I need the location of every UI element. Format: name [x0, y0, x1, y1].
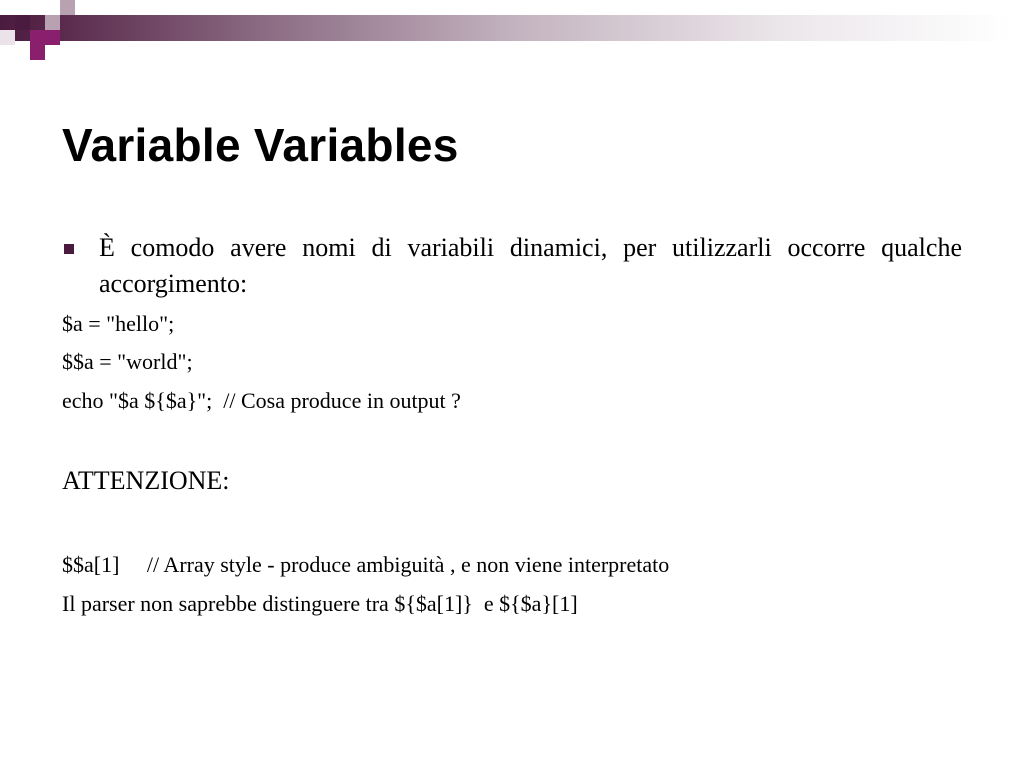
- decor-square: [30, 45, 45, 60]
- code-line: $$a = "world";: [62, 349, 193, 374]
- bullet-item: [62, 230, 962, 302]
- code-line: $a = "hello";: [62, 311, 175, 336]
- decor-square: [30, 0, 45, 15]
- decor-square: [15, 15, 30, 30]
- decor-square: [60, 0, 75, 15]
- decor-square: [0, 30, 15, 45]
- decor-square: [45, 15, 60, 30]
- note-line: $$a[1] // Array style - produce ambiguità , e non viene interpretato: [62, 552, 670, 577]
- warning-label: ATTENZIONE:: [62, 466, 230, 495]
- slide-title: Variable Variables: [62, 119, 459, 171]
- header-gradient-band: [0, 15, 1024, 41]
- decorative-squares-logo: [0, 0, 80, 62]
- decor-square: [45, 30, 60, 45]
- square-bullet-icon: [64, 244, 74, 254]
- code-line: echo "$a ${$a}"; // Cosa produce in output ?: [62, 388, 461, 413]
- decor-square: [30, 30, 45, 45]
- note-line: Il parser non saprebbe distinguere tra ${$a[1]} e ${$a}[1]: [62, 591, 578, 616]
- bullet-text: È comodo avere nomi di variabili dinamici, per utilizzarli occorre qualche accorgimento:: [99, 233, 962, 298]
